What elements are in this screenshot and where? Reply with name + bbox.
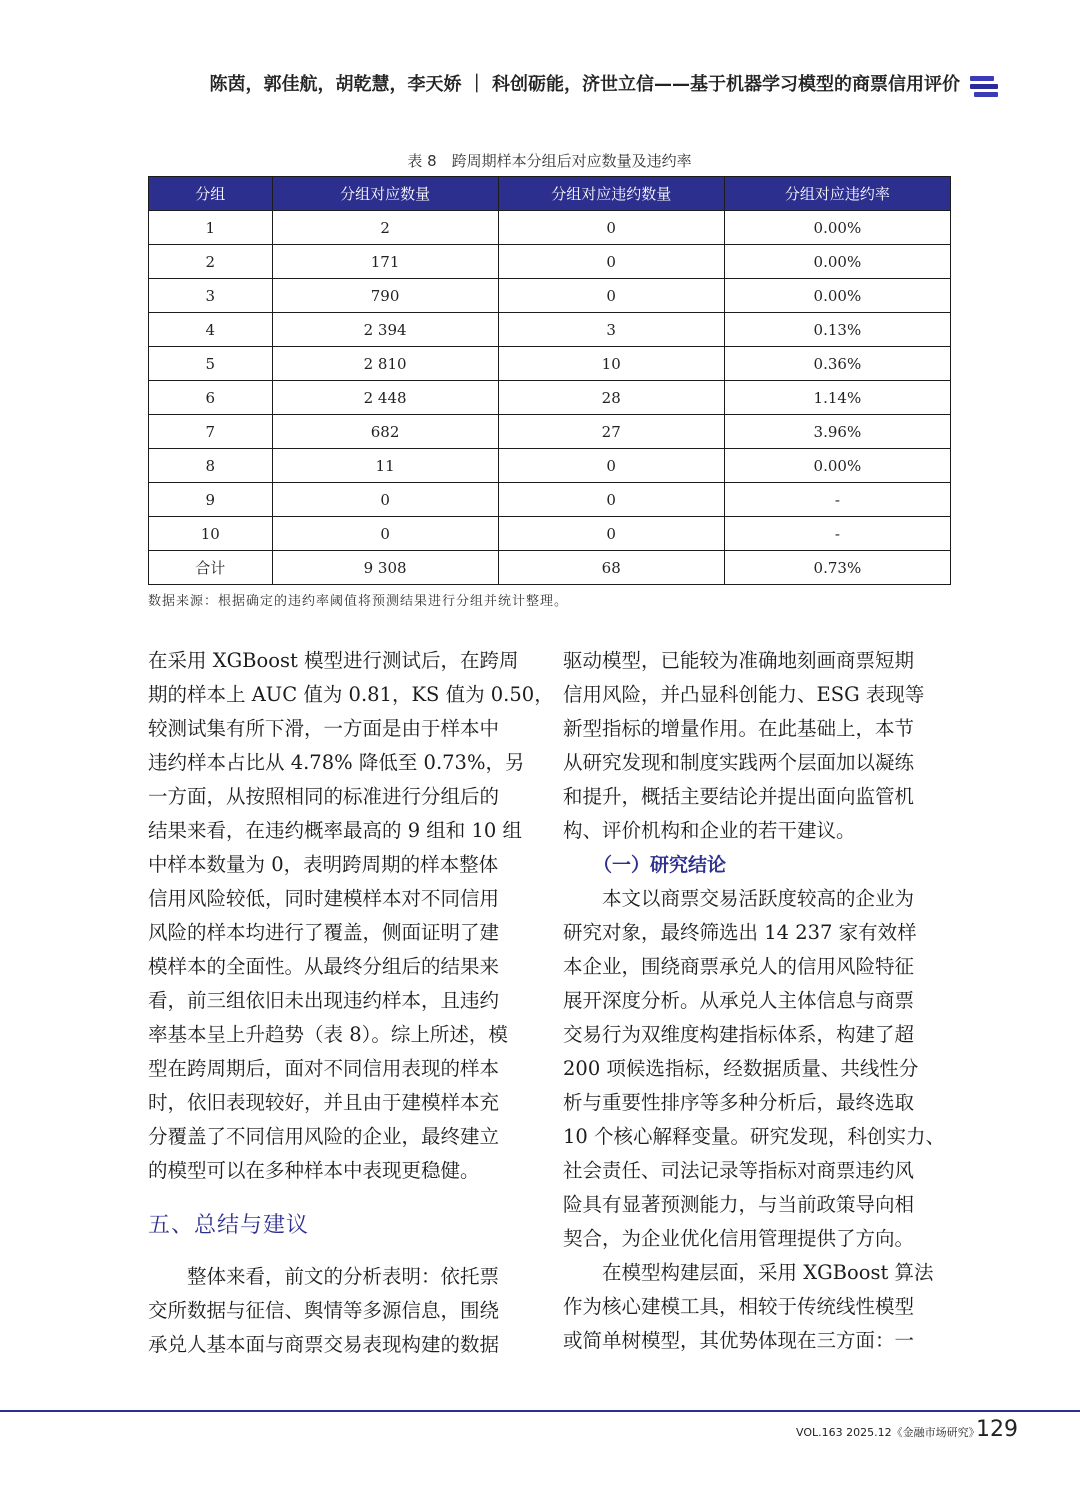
table-cell: 790 xyxy=(272,279,498,313)
table-cell: 0 xyxy=(498,449,724,483)
footer-rule xyxy=(0,1410,1080,1412)
table-cell: 3 xyxy=(149,279,273,313)
table-row xyxy=(149,415,951,449)
table-total-row xyxy=(149,551,951,585)
column-header: 分组对应数量 xyxy=(272,177,498,211)
running-header: 陈茵，郭佳航，胡乾慧，李天娇 ｜ 科创砺能，济世立信——基于机器学习模型的商票信用评价 xyxy=(209,74,960,95)
table-cell: 5 xyxy=(149,347,273,381)
table-cell: 3.96% xyxy=(724,415,950,449)
journal-info: VOL.163 2025.12《金融市场研究》 xyxy=(796,1426,980,1439)
table-cell: 0 xyxy=(498,517,724,551)
text-line: 风险的样本均进行了覆盖，侧面证明了建 xyxy=(148,921,500,944)
table-cell: 171 xyxy=(272,245,498,279)
text-line: 较测试集有所下滑，一方面是由于样本中 xyxy=(148,717,500,740)
column-header: 分组对应违约数量 xyxy=(498,177,724,211)
table-row xyxy=(149,449,951,483)
text-line: 的模型可以在多种样本中表现更稳健。 xyxy=(148,1159,480,1182)
text-line: 模样本的全面性。从最终分组后的结果来 xyxy=(148,955,500,978)
text-line: 作为核心建模工具，相较于传统线性模型 xyxy=(563,1295,915,1318)
text-line: 200 项候选指标，经数据质量、共线性分 xyxy=(563,1057,919,1080)
table-caption: 表 8 跨周期样本分组后对应数量及违约率 xyxy=(407,152,692,170)
table-cell: 0 xyxy=(498,483,724,517)
section-title: 五、总结与建议 xyxy=(148,1213,310,1238)
text-line: 信用风险，并凸显科创能力、ESG 表现等 xyxy=(563,683,925,706)
table-cell: 0.73% xyxy=(724,551,950,585)
table-cell: 0.00% xyxy=(724,211,950,245)
table-cell: 0.36% xyxy=(724,347,950,381)
table-cell: 10 xyxy=(149,517,273,551)
table-cell: 3 xyxy=(498,313,724,347)
text-line: 展开深度分析。从承兑人主体信息与商票 xyxy=(563,989,915,1012)
table-cell: 68 xyxy=(498,551,724,585)
left-column xyxy=(148,644,554,1188)
text-line: 契合，为企业优化信用管理提供了方向。 xyxy=(563,1227,915,1250)
table-cell: 10 xyxy=(498,347,724,381)
text-line: 本企业，围绕商票承兑人的信用风险特征 xyxy=(563,955,915,978)
right-column xyxy=(563,644,951,1358)
table-cell: 4 xyxy=(149,313,273,347)
column-header: 分组对应违约率 xyxy=(724,177,950,211)
table-cell: - xyxy=(724,483,950,517)
table-row xyxy=(149,483,951,517)
text-line: 10 个核心解释变量。研究发现，科创实力、 xyxy=(563,1125,946,1148)
table-cell: 0 xyxy=(498,211,724,245)
table-cell: 2 448 xyxy=(272,381,498,415)
table-cell: 1 xyxy=(149,211,273,245)
table-cell: 11 xyxy=(272,449,498,483)
table-cell: 1.14% xyxy=(724,381,950,415)
text-line: 违约样本占比从 4.78% 降低至 0.73%，另 xyxy=(148,751,525,774)
table-row xyxy=(149,381,951,415)
table-cell: 0 xyxy=(272,483,498,517)
table-cell: - xyxy=(724,517,950,551)
table-row xyxy=(149,279,951,313)
page-number: 129 xyxy=(976,1417,1018,1442)
table-cell: 9 xyxy=(149,483,273,517)
text-line: 信用风险较低，同时建模样本对不同信用 xyxy=(148,887,500,910)
text-line: 在模型构建层面，采用 XGBoost 算法 xyxy=(602,1261,934,1284)
text-line: 结果来看，在违约概率最高的 9 组和 10 组 xyxy=(148,819,523,842)
text-line: 析与重要性排序等多种分析后，最终选取 xyxy=(563,1091,915,1114)
text-line: 一方面，从按照相同的标准进行分组后的 xyxy=(148,785,500,808)
text-line: 新型指标的增量作用。在此基础上，本节 xyxy=(563,717,915,740)
table-cell: 28 xyxy=(498,381,724,415)
text-line: 和提升，概括主要结论并提出面向监管机 xyxy=(563,785,915,808)
table-cell: 7 xyxy=(149,415,273,449)
table-row xyxy=(149,245,951,279)
text-line: 险具有显著预测能力，与当前政策导向相 xyxy=(563,1193,915,1216)
subsection-title: （一）研究结论 xyxy=(593,854,727,876)
default-rate-table xyxy=(148,176,951,585)
table-cell: 0.00% xyxy=(724,245,950,279)
table-cell: 2 xyxy=(272,211,498,245)
table-cell: 2 xyxy=(149,245,273,279)
text-line: 研究对象，最终筛选出 14 237 家有效样 xyxy=(563,921,917,944)
text-line: 期的样本上 AUC 值为 0.81，KS 值为 0.50， xyxy=(148,683,554,706)
text-line: 率基本呈上升趋势（表 8）。综上所述，模 xyxy=(148,1023,508,1046)
text-line: 本文以商票交易活跃度较高的企业为 xyxy=(602,887,915,910)
table-source-note: 数据来源：根据确定的违约率阈值将预测结果进行分组并统计整理。 xyxy=(148,594,569,609)
table-row xyxy=(149,211,951,245)
table-cell: 2 394 xyxy=(272,313,498,347)
table-cell: 682 xyxy=(272,415,498,449)
column-header: 分组 xyxy=(149,177,273,211)
text-line: 时，依旧表现较好，并且由于建模样本充 xyxy=(148,1091,500,1114)
text-line: 构、评价机构和企业的若干建议。 xyxy=(563,819,856,842)
text-line: 交所数据与征信、舆情等多源信息，围绕 xyxy=(148,1299,500,1322)
table-header-row xyxy=(149,177,951,211)
table-cell: 6 xyxy=(149,381,273,415)
table-row xyxy=(149,517,951,551)
table-cell: 2 810 xyxy=(272,347,498,381)
text-line: 或简单树模型，其优势体现在三方面：一 xyxy=(563,1329,915,1352)
table-cell: 8 xyxy=(149,449,273,483)
table-cell: 0.00% xyxy=(724,279,950,313)
text-line: 交易行为双维度构建指标体系，构建了超 xyxy=(563,1023,915,1046)
text-line: 型在跨周期后，面对不同信用表现的样本 xyxy=(148,1057,500,1080)
text-line: 驱动模型，已能较为准确地刻画商票短期 xyxy=(563,649,915,672)
table-cell: 0.00% xyxy=(724,449,950,483)
text-line: 在采用 XGBoost 模型进行测试后，在跨周 xyxy=(148,649,519,672)
table-cell: 9 308 xyxy=(272,551,498,585)
table-cell: 0.13% xyxy=(724,313,950,347)
text-line: 从研究发现和制度实践两个层面加以凝练 xyxy=(563,751,915,774)
table-cell: 27 xyxy=(498,415,724,449)
text-line: 中样本数量为 0，表明跨周期的样本整体 xyxy=(148,853,499,876)
text-line: 承兑人基本面与商票交易表现构建的数据 xyxy=(148,1333,500,1356)
text-line: 整体来看，前文的分析表明：依托票 xyxy=(187,1265,500,1288)
table-cell: 合计 xyxy=(149,551,273,585)
text-line: 看，前三组依旧未出现违约样本，且违约 xyxy=(148,989,500,1012)
table-row xyxy=(149,313,951,347)
stacked-bars-icon xyxy=(970,76,998,98)
left-column-continued xyxy=(148,1260,536,1362)
text-line: 社会责任、司法记录等指标对商票违约风 xyxy=(563,1159,915,1182)
table-cell: 0 xyxy=(498,279,724,313)
table-row xyxy=(149,347,951,381)
table-cell: 0 xyxy=(272,517,498,551)
text-line: 分覆盖了不同信用风险的企业，最终建立 xyxy=(148,1125,500,1148)
table-cell: 0 xyxy=(498,245,724,279)
